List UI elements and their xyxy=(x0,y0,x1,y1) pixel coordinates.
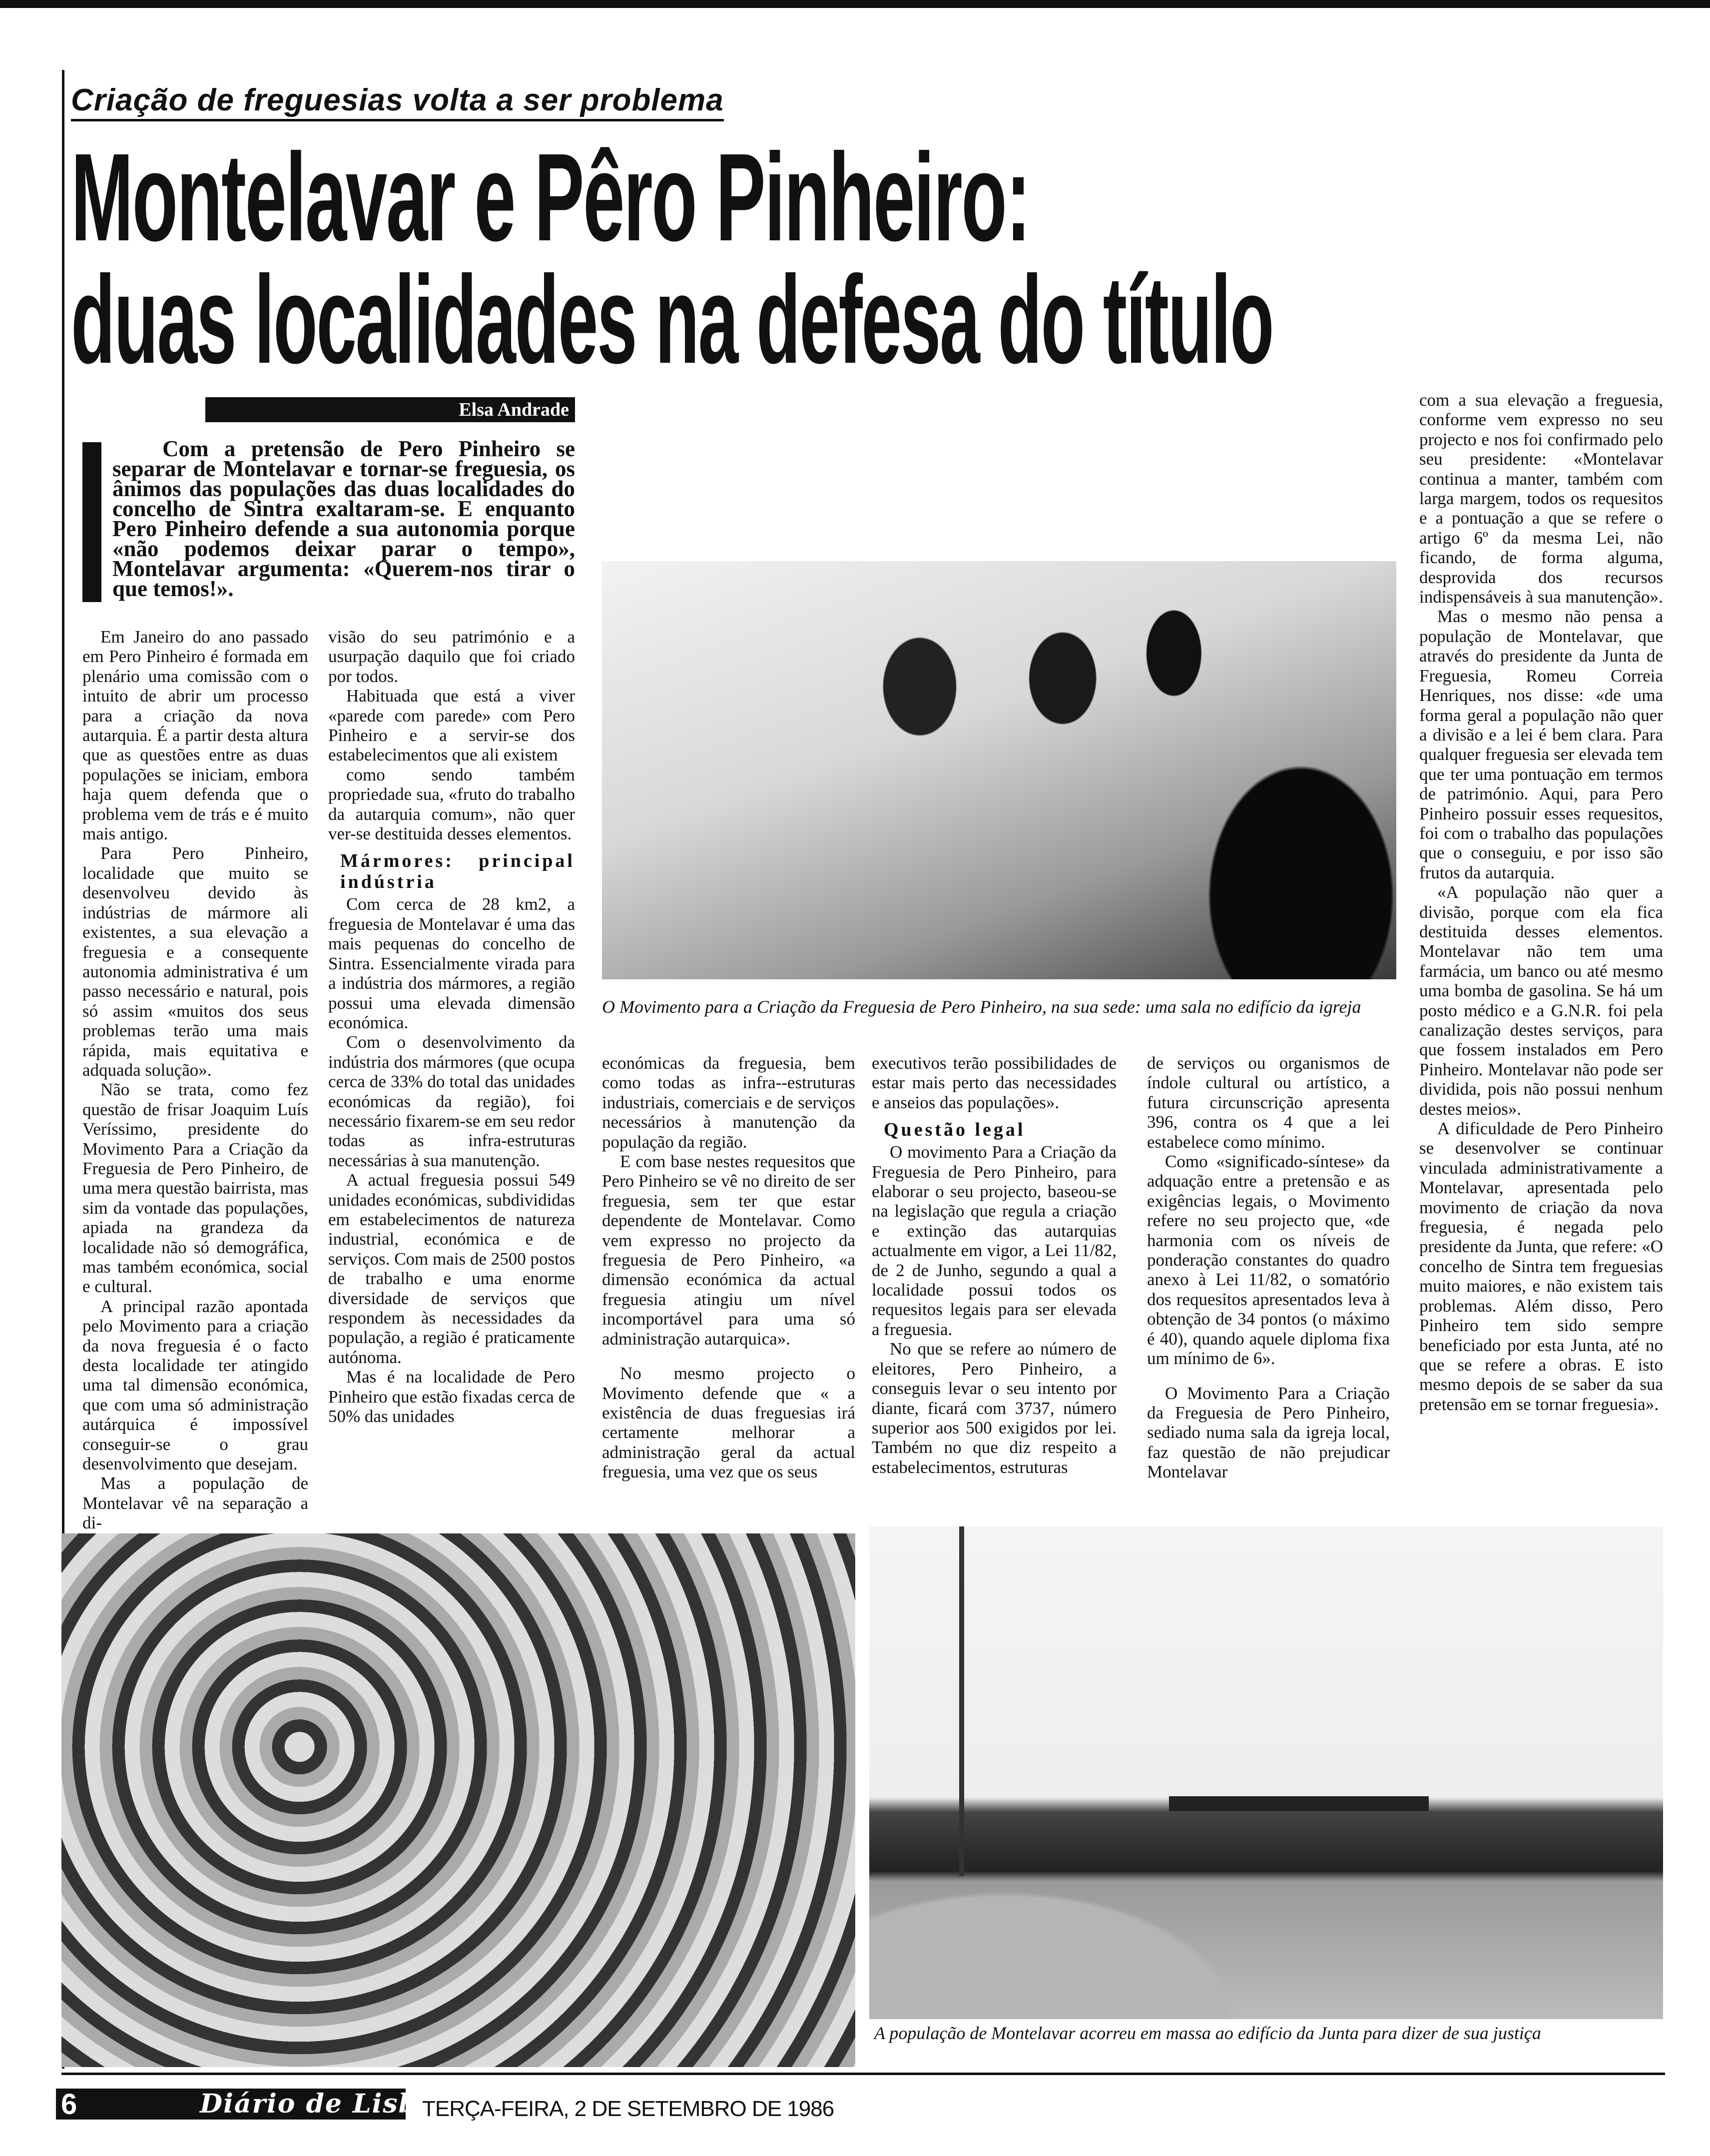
paragraph: Mas a população de Montelavar vê na separação a di- xyxy=(82,1473,308,1533)
article-column-2 xyxy=(328,627,575,1521)
photo-caption: A população de Montelavar acorreu em massa ao edifício da Junta para dizer de sua justiça xyxy=(874,2023,1541,2043)
article-column-4 xyxy=(872,1053,1117,1523)
photo-caption: O Movimento para a Criação da Freguesia de Pero Pinheiro, na sua sede: uma sala no edifício da igreja xyxy=(602,997,1361,1017)
paragraph: de serviços ou organismos de índole cultural ou artístico, a futura circunscrição apresenta 396, contra os 4 que a lei estabelece como mínimo. xyxy=(1147,1053,1390,1152)
article-column-6 xyxy=(1419,390,1663,1522)
paragraph: No mesmo projecto o Movimento defende que « a existência de duas freguesias irá certamente melhorar a administração geral da actual freguesia, uma vez que os seus xyxy=(602,1364,855,1482)
photo-marble-yard xyxy=(869,1526,1663,2019)
headline-line-1: Montelavar e Pêro Pinheiro: xyxy=(71,127,1030,267)
photo-movement-meeting xyxy=(602,561,1396,979)
issue-date: TERÇA-FEIRA, 2 DE SETEMBRO DE 1986 xyxy=(422,2097,834,2121)
paragraph: Com cerca de 28 km2, a freguesia de Montelavar é uma das mais pequenas do concelho de Sintra. Essencialmente virada para a indústria dos mármores, a região possui uma elevada dimensão económica. xyxy=(328,894,575,1032)
paragraph: O movimento Para a Criação da Freguesia de Pero Pinheiro, para elaborar o seu projecto, baseou-se na legislação que regula a criação e extinção das autarquias actualmente em vigor, a Lei 11/82, de 2 de Junho, segundo a qual a localidade possui todos os requesitos legais para ser elevada a freguesia. xyxy=(872,1142,1117,1339)
newspaper-logo: Diário de Lisboa xyxy=(200,2089,454,2119)
subheading: Questão legal xyxy=(884,1119,1026,1141)
paragraph: «A população não quer a divisão, porque com ela fica destituida desses elementos. Montelavar não tem uma farmácia, um banco ou até mesmo uma bomba de gasolina. Se há um posto médico e a G.N.R. foi pela canalização destes serviços, para que fossem instalados em Pero Pinheiro. Montelavar não pode ser dividida, pois não possui nenhum destes meios». xyxy=(1419,882,1663,1119)
photo-crane xyxy=(1169,1796,1429,1811)
paragraph: Habituada que está a viver «parede com parede» com Pero Pinheiro e a servir-se dos estabelecimentos que ali existem xyxy=(328,686,575,765)
subheading: Mármores: principal indústria xyxy=(340,850,575,893)
paragraph: como sendo também propriedade sua, «fruto do trabalho da autarquia comum», não quer ver-se destituida desses elementos. xyxy=(328,764,575,844)
paragraph: A dificuldade de Pero Pinheiro se desenvolver se continuar vinculada administrativamente a Montelavar, apresentada pelo movimento de criação da nova freguesia, é negada pelo presidente da Junta, que refere: «O concelho de Sintra tem freguesias muito maiores, e não existem tais problemas. Além disso, Pero Pinheiro tem sido sempre beneficiado por esta Junta, até no que se refere a obras. E isto mesmo depois de se saber da sua pretensão em se tornar freguesia». xyxy=(1419,1119,1663,1414)
kicker: Criação de freguesias volta a ser problema xyxy=(71,82,724,121)
photo-pole xyxy=(959,1526,964,1876)
footer-rule xyxy=(61,2073,1665,2075)
paragraph: económicas da freguesia, bem como todas as infra--estruturas industriais, comerciais e de serviços necessários à manutenção da população da região. xyxy=(602,1053,855,1152)
paragraph: O Movimento Para a Criação da Freguesia de Pero Pinheiro, sediado numa sala da igreja local, faz questão de não prejudicar Montelavar xyxy=(1147,1383,1390,1482)
top-rule xyxy=(0,0,1710,8)
paragraph: executivos terão possibilidades de estar mais perto das necessidades e anseios das populações». xyxy=(872,1053,1117,1112)
paragraph: Em Janeiro do ano passado em Pero Pinheiro é formada em plenário uma comissão com o intuito de abrir um processo para a criação da nova autarquia. É a partir desta altura que as questões entre as duas populações se iniciam, embora haja quem defenda que o problema vem de trás e é muito mais antigo. xyxy=(82,627,308,844)
paragraph: A principal razão apontada pelo Movimento para a criação da nova freguesia é o facto desta localidade ter atingido uma tal dimensão económica, que com uma só administração autárquica é impossível conseguir-se o grau desenvolvimento que desejam. xyxy=(82,1296,308,1474)
paragraph: Mas é na localidade de Pero Pinheiro que estão fixadas cerca de 50% das unidades xyxy=(328,1367,575,1427)
photo-gravel-pile xyxy=(869,1846,1319,2019)
paragraph: Não se trata, como fez questão de frisar Joaquim Luís Veríssimo, presidente do Movimento Para a Criação da Freguesia de Pero Pinheiro, de uma mera questão bairrista, mas sim da vontade das populações, apiada na grandeza da localidade não só demográfica, mas também económica, social e cultural. xyxy=(82,1080,308,1297)
article-column-5 xyxy=(1147,1053,1390,1523)
paragraph: Para Pero Pinheiro, localidade que muito se desenvolveu devido às indústrias de mármore ali existentes, a sua elevação a freguesia e a consequente autonomia administrativa é um passo necessário e natural, pois só assim «muitos dos seus problemas terão uma mais rápida, mais equitativa e adquada solução». xyxy=(82,843,308,1080)
paragraph: visão do seu património e a usurpação daquilo que foi criado por todos. xyxy=(328,627,575,686)
article-column-1 xyxy=(82,627,308,1533)
lead-paragraph: Com a pretensão de Pero Pinheiro se separar de Montelavar e tornar-se freguesia, os ânimos das populações das duas localidades do concelho de Sintra exaltaram-se. E enquanto Pero Pinheiro defende a sua autonomia porque «não podemos deixar parar o tempo», Montelavar argumenta: «Querem-nos tirar o que temos!». xyxy=(112,436,575,601)
paragraph: Com o desenvolvimento da indústria dos mármores (que ocupa cerca de 33% do total das unidades económicas da região), foi necessário fixarem-se em seu redor todas as infra-estruturas necessárias à sua manutenção. xyxy=(328,1032,575,1170)
byline: Elsa Andrade xyxy=(205,397,575,422)
paragraph: E com base nestes requesitos que Pero Pinheiro se vê no direito de ser freguesia, sem ter que estar dependente de Montelavar. Como vem expresso no projecto da freguesia de Pero Pinheiro, «a dimensão económica da actual freguesia atingiu um nível incomportável para uma só administração autarquica». xyxy=(602,1152,855,1349)
photo-crowd-at-junta xyxy=(61,1533,855,2067)
paragraph: No que se refere ao número de eleitores, Pero Pinheiro, a conseguis levar o seu intento por diante, ficará com 3737, número superior aos 500 exigidos por lei. Também no que diz respeito a estabelecimentos, estruturas xyxy=(872,1339,1117,1477)
article-column-3 xyxy=(602,1053,855,1523)
paragraph: Mas o mesmo não pensa a população de Montelavar, que através do presidente da Junta de Freguesia, Romeu Correia Henriques, nos disse: «de uma forma geral a população não quer a divisão e a lei é bem clara. Para qualquer freguesia ser elevada tem que ter uma pontuação em termos de património. Aqui, para Pero Pinheiro possuir esses requesitos, foi com o trabalho das populações que o conseguiu, e por isso são frutos da autarquia. xyxy=(1419,607,1663,882)
intro-marker-bar xyxy=(82,442,101,602)
paragraph: com a sua elevação a freguesia, conforme vem expresso no seu projecto e nos foi confirmado pelo seu presidente: «Montelavar continua a manter, também com larga margem, todos os requesitos e a pontuação a que se refere o artigo 6º da mesma Lei, não ficando, de forma alguma, desprovida dos recursos indispensáveis à sua manutenção». xyxy=(1419,390,1663,607)
headline-line-2: duas localidades na defesa do título xyxy=(71,250,1273,389)
paragraph: Como «significado-síntese» da adquação entre a pretensão e as exigências legais, o Movimento refere no seu projecto que, «de harmonia com os níveis de ponderação constantes do quadro anexo à Lei 11/82, o somatório dos requesitos apresentados leva à obtenção de 34 pontos (o máximo é 40), quando aquele diploma fixa um mínimo de 6». xyxy=(1147,1152,1390,1369)
paragraph: A actual freguesia possui 549 unidades económicas, subdivididas em estabelecimentos de natureza industrial, económica e de serviços. Com mais de 2500 postos de trabalho e uma enorme diversidade de serviços que respondem às necessidades da população, a região é praticamente autónoma. xyxy=(328,1170,575,1367)
page-number: 6 xyxy=(61,2088,77,2121)
